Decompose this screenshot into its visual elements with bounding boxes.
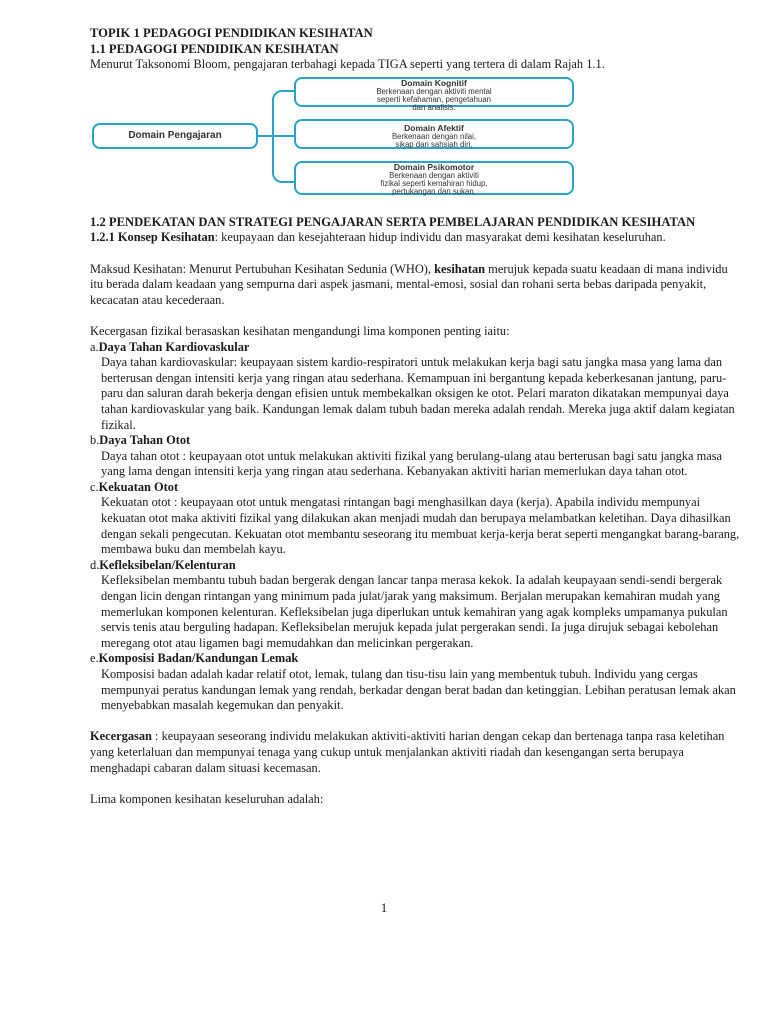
intro-paragraph: Menurut Taksonomi Bloom, pengajaran terbahagi kepada TIGA seperti yang tertera di dalam Rajah 1.1. — [90, 57, 605, 72]
domain-psikomotor-line: pertukangan dan sukan. — [392, 187, 476, 197]
konsep-text: : keupayaan dan kesejahteraan hidup individu dan masyarakat demi kesihatan keseluruhan. — [214, 230, 666, 245]
list-item-heading — [90, 558, 742, 574]
kecergasan-paragraph — [90, 729, 742, 776]
section-heading-1-1: 1.1 PEDAGOGI PENDIDIKAN KESIHATAN — [90, 41, 339, 56]
item-title: Daya Tahan Otot — [99, 433, 191, 448]
domain-psikomotor-title: Domain Psikomotor — [393, 161, 475, 172]
komponen-list — [90, 340, 742, 714]
list-item-text: Daya tahan otot : keupayaan otot untuk melakukan aktiviti fizikal yang berulang-ulang atau berterusan bagi satu jangka masa yang lama dengan intensiti kerja yang ringan atau sederhana. Kebanyakan aktiviti harian memerlukan daya tahan otot. — [101, 448, 723, 479]
item-title: Kekuatan Otot — [98, 479, 179, 494]
list-item-heading — [90, 480, 742, 496]
item-letter: d. — [90, 557, 100, 572]
connector-trunk — [258, 135, 272, 137]
domain-afektif-line: sikap dan sahsiah diri. — [395, 139, 473, 149]
konsep-kesihatan — [90, 230, 742, 246]
domain-kognitif-title: Domain Kognitif — [401, 77, 467, 88]
domain-afektif-title: Domain Afektif — [404, 122, 464, 133]
domain-pengajaran-box: Domain Pengajaran — [92, 123, 258, 149]
maksud-post: merujuk kepada suatu keadaan di mana individu itu berada dalam keadaan yang sempurna dari aspek jasmani, mental-emosi, sosial dan rohani serta bebas daripada penyakit, kecacatan atau kecederaan. — [90, 261, 728, 307]
list-item-heading — [90, 433, 742, 449]
item-title: Kefleksibelan/Kelenturan — [99, 557, 236, 572]
kecergasan-text: : keupayaan seseorang individu melakukan aktiviti-aktiviti harian dengan cekap dan bertenaga tanpa rasa keletihan yang keterlaluan dan mempunyai tenaga yang cukup untuk menjalankan aktiviti riadah dan kesengangan serta berupaya menghadapi cabaran dalam situasi kecemasan. — [90, 729, 725, 775]
list-item-text: Kefleksibelan membantu tubuh badan bergerak dengan lancar tanpa merasa kekok. Ia adalah keupayaan sendi-sendi bergerak dengan licin dengan rintangan yang minimum pada julat/jarak yang maksimum. Berjalan merupakan kemahiran mudah yang memerlukan komponen kelenturan. Kefleksibelan juga diperlukan untuk kemahiran yang agak kompleks umpamanya pukulan servis tenis atau berguling hadapan. Kefleksibelan merujuk kepada julat pergerakan sendi. Ia juga dirujuk sebagai kebolehan meregang otot atau ligamen bagi memudahkan dan melicinkan pergerakan. — [101, 573, 728, 650]
list-item-text: Kekuatan otot : keupayaan otot untuk mengatasi rintangan bagi menghasilkan daya (kerja). Apabila individu mempunyai kekuatan otot maka aktiviti fizikal yang dilakukan akan menjadi mudah dan berupaya melambatkan keletihan. Daya dihasilkan dengan sekali pengecutan. Kekuatan otot membantu seseorang itu membuat kerja-kerja berat seperti mengangkat barang-barang, membawa buku dan membelah kayu. — [101, 495, 740, 557]
item-letter: a. — [90, 339, 99, 354]
item-title: Daya Tahan Kardiovaskular — [98, 339, 250, 354]
connector-upper — [272, 90, 296, 137]
domain-psikomotor-box — [294, 161, 574, 195]
connector-middle — [272, 135, 294, 137]
item-letter: b. — [90, 433, 100, 448]
domain-psikomotor-line: Berkenaan dengan aktiviti — [389, 170, 479, 180]
domain-afektif-line: Berkenaan dengan nilai, — [391, 131, 477, 141]
item-letter: c. — [90, 479, 99, 494]
konsep-label: 1.2.1 Konsep Kesihatan — [90, 230, 215, 245]
maksud-bold: kesihatan — [434, 261, 486, 276]
list-item-heading — [90, 651, 742, 667]
page-number: 1 — [380, 900, 388, 915]
topic-heading: TOPIK 1 PEDAGOGI PENDIDIKAN KESIHATAN — [90, 26, 373, 40]
connector-lower — [272, 135, 296, 183]
domain-kognitif-box — [294, 77, 574, 113]
domain-kognitif-line: dan analisis. — [412, 103, 456, 113]
document-page — [90, 26, 742, 807]
domain-diagram — [90, 77, 742, 195]
maksud-pre: Maksud Kesihatan: Menurut Pertubuhan Kesihatan Sedunia (WHO), — [90, 261, 435, 276]
maksud-kesihatan-paragraph — [90, 262, 742, 309]
item-letter: e. — [90, 651, 99, 666]
kecergasan-label: Kecergasan — [90, 729, 152, 744]
domain-kognitif-line: Berkenaan dengan aktiviti mental — [376, 86, 492, 96]
item-title: Komposisi Badan/Kandungan Lemak — [98, 651, 299, 666]
komponen-intro: Kecergasan fizikal berasaskan kesihatan mengandungi lima komponen penting iaitu: — [90, 323, 510, 338]
lima-komponen-line: Lima komponen kesihatan keseluruhan adalah: — [90, 791, 324, 806]
list-item-text: Daya tahan kardiovaskular: keupayaan sistem kardio-respiratori untuk melakukan kerja bagi satu jangka masa yang lama dan berterusan dengan intensiti kerja yang ringan atau sederhana. Kemampuan ini bergantung kepada keberkesanan jantung, paru-paru dan saluran darah bekerja dengan efisien untuk membekalkan oksigen ke otot. Pelari maraton dikatakan mempunyai daya tahan kardiovaskular yang baik. Kandungan lemak dalam tubuh badan mereka adalah rendah. Mereka juga aktif dalam kegiatan fizikal. — [101, 355, 735, 432]
list-item-heading — [90, 340, 742, 356]
section-heading-1-2: 1.2 PENDEKATAN DAN STRATEGI PENGAJARAN SERTA PEMBELAJARAN PENDIDIKAN KESIHATAN — [90, 214, 696, 229]
domain-kognitif-line: seperti kefahaman, pengetahuan — [376, 94, 491, 104]
domain-afektif-box — [294, 119, 574, 149]
domain-psikomotor-line: fizikal seperti kemahiran hidup, — [380, 178, 488, 188]
list-item-text: Komposisi badan adalah kadar relatif otot, lemak, tulang dan tisu-tisu lain yang membentuk tubuh. Individu yang cergas mempunyai peratus kandungan lemak yang rendah, berkadar dengan berat badan dan ketinggian. Lebihan peratusan lemak akan menyebabkan masalah kegemukan dan penyakit. — [101, 667, 736, 713]
